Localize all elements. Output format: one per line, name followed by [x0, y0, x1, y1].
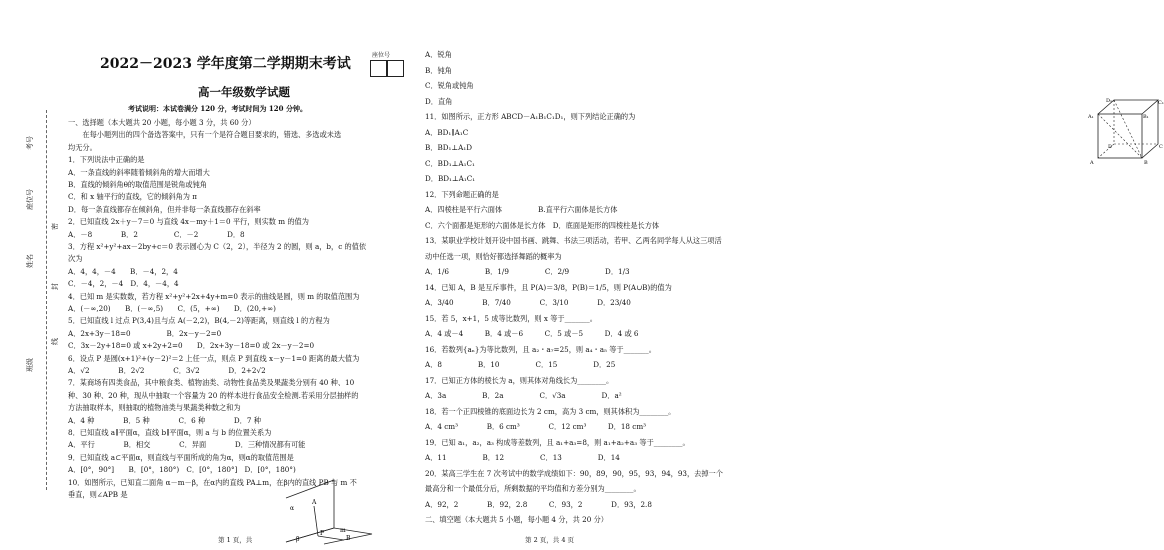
question-line: 7．某商场有四类食品，其中粮食类、植物油类、动物性食品类及果蔬类分别有 40 种、10: [68, 378, 355, 388]
seat-number-label: 座位号: [26, 189, 34, 210]
question-line: 6．设点 P 是圆(x+1)²+(y－2)²＝2 上任一点，则点 P 到直线 x－y－1=0 距离的最大值为: [68, 353, 360, 363]
question-line: A．4 cm³ B．6 cm³ C．12 cm³ D．18 cm³: [425, 422, 647, 431]
figure-label: D₁: [1106, 98, 1113, 104]
question-line: 垂直，则∠APB 是: [68, 490, 128, 499]
question-line: A．4 或－4 B．4 或－6 C．5 或－5 D．4 或 6: [425, 329, 639, 338]
figure-label: β: [296, 536, 300, 543]
question-line: A．四棱柱是平行六面体 B.直平行六面体是长方体: [425, 205, 618, 214]
question-line: A．4，4，－4 B．－4，2，4: [68, 266, 178, 276]
class-label: 班级: [26, 358, 34, 372]
question-line: 种、30 种、20 种，现从中抽取一个容量为 20 的样本进行食品安全检测.若采用分层抽样的: [68, 390, 359, 400]
figure-label: C₁: [1158, 100, 1164, 106]
name-label: 姓名: [26, 254, 34, 268]
figure-label: α: [290, 505, 295, 512]
figure-label: B: [346, 535, 351, 542]
page-footer-right: 第 2 页，共 4 页: [525, 536, 575, 544]
question-line: 16．若数列{aₙ}为等比数列，且 a₂・a₇=25，则 a₄・a₅ 等于_______。: [425, 344, 656, 354]
seat-digit-box: [370, 60, 387, 77]
question-line: 12．下列命题正确的是: [425, 189, 499, 199]
question-line: 20．某高三学生在 7 次考试中的数学成绩如下：90，89，90，95，93，94，93，去掉一个: [425, 468, 723, 478]
left-column: [58, 0, 408, 550]
question-line: C．锐角或钝角: [425, 81, 474, 90]
question-line: A．4 种 B．5 种 C．6 种 D．7 种: [68, 415, 261, 425]
question-line: 19．已知 a₁，a₂，a₃ 构成等差数列，且 a₁+a₃=8，则 a₁+a₂+a₃ 等于________。: [425, 437, 690, 447]
question-line: 3．方程 x²+y²+ax－2by+c＝0 表示圆心为 C（2，2），半径为 2 的圆，则 a，b，c 的值依: [68, 242, 367, 251]
question-line: C．3x－2y+18=0 或 x+2y+2=0 D．2x+3y－18=0 或 2x－y－2=0: [68, 341, 315, 351]
question-line: 11．如图所示，正方形 ABCD－A₁B₁C₁D₁，则下列结论正确的为: [425, 112, 636, 121]
question-line: 14．已知 A，B 是互斥事件，且 P(A)＝3/8，P(B)＝1/5，则 P(A∪B)的值为: [425, 282, 672, 292]
question-line: D．直角: [425, 96, 453, 106]
question-line: A．锐角: [425, 50, 452, 59]
question-line: B．钝角: [425, 65, 452, 75]
question-line: 1．下列说法中正确的是: [68, 155, 145, 165]
question-line: A．－8 B．2 C．－2 D．8: [68, 229, 245, 239]
exam-subtitle: 高一年级数学试题: [198, 85, 290, 99]
dihedral-figure: [274, 478, 374, 544]
question-line: 13．某职业学校计划开设中国书画、跳舞、书法三项活动，若甲、乙两名同学每人从这三项活: [425, 236, 722, 245]
question-line: A．一条直线的斜率随着倾斜角的增大而增大: [68, 167, 210, 177]
exam-number-label: 考号: [26, 136, 34, 150]
question-line: C．－4，2，－4 D．4，－4，4: [68, 279, 179, 289]
question-line: 5．已知直线 l 过点 P(3,4)且与点 A(－2,2)，B(4,－2)等距离，则直线 l 的方程为: [68, 316, 330, 326]
question-line: 次为: [68, 254, 83, 264]
question-line: D．每一条直线都存在倾斜角，但并非每一条直线都存在斜率: [68, 204, 261, 214]
question-line: A．92，2 B．92，2.8 C．93，2 D．93，2.8: [425, 499, 652, 509]
question-line: 4．已知 m 是实数数，若方程 x²+y²+2x+4y+m=0 表示的曲线是圆，则 m 的取值范围为: [68, 291, 360, 301]
question-line: 均无分。: [68, 142, 97, 152]
question-line: A．3/40 B．7/40 C．3/10 D．23/40: [425, 298, 631, 307]
question-line: 9．已知直线 a⊂平面α，则直线与平面所成的角为α，则α的取值范围是: [68, 452, 294, 462]
seal-note: 封: [51, 283, 59, 290]
figure-label: B: [1144, 160, 1148, 166]
figure-label: m: [340, 527, 346, 534]
question-line: 在每小题列出的四个备选答案中，只有一个是符合题目要求的，错选、多选或未选: [68, 130, 342, 140]
figure-label: C: [1159, 144, 1163, 150]
seat-number-box: [370, 52, 404, 80]
seat-digit-box: [387, 60, 404, 77]
question-line: 动中任选一项，则恰好都选择舞蹈的概率为: [425, 251, 562, 261]
question-line: D．BD₁⊥A₁C₁: [425, 174, 476, 183]
question-line: A．BD₁∥A₁C: [425, 127, 469, 137]
question-line: 2．已知直线 2x＋y－7＝0 与直线 4x－my＋1＝0 平行，则实数 m 的值为: [68, 217, 309, 227]
question-line: A．平行 B．相交 C．异面 D．三种情况都有可能: [68, 440, 306, 450]
question-line: C．六个面都是矩形的六面体是长方体 D．底面是矩形的四棱柱是长方体: [425, 220, 660, 230]
seal-note: 密: [51, 223, 59, 230]
exam-instructions: 考试说明：本试卷满分 120 分，考试时间为 120 分钟。: [128, 104, 307, 113]
question-line: A．√2 B．2√2 C．3√2 D．2+2√2: [68, 366, 266, 375]
seal-note: 线: [51, 338, 59, 345]
figure-label: A₁: [1088, 114, 1094, 120]
figure-label: P: [320, 530, 325, 537]
binding-margin: [0, 0, 58, 550]
question-line: A．8 B．10 C．15 D．25: [425, 360, 616, 369]
figure-label: A: [312, 499, 317, 506]
right-column: [415, 0, 1164, 550]
question-line: 18．若一个正四棱锥的底面边长为 2 cm，高为 3 cm，则其体积为________。: [425, 406, 676, 416]
question-line: 10．如图所示，已知直二面角 α－m－β，在α内的直线 PA⊥m，在β内的直线 PB 与 m 不: [68, 477, 357, 487]
figure-label: D: [1108, 144, 1113, 150]
question-line: C．BD₁⊥A₁C₁: [425, 158, 475, 168]
question-line: A．2x+3y－18=0 B．2x－y－2=0: [68, 328, 222, 338]
question-line: 17．已知正方体的棱长为 a，则其体对角线长为________。: [425, 375, 614, 385]
question-line: C．和 x 轴平行的直线，它的倾斜角为 π: [68, 192, 197, 202]
seal-line: [46, 110, 47, 490]
figure-label: B₁: [1143, 114, 1149, 120]
seat-label: 座位号: [372, 52, 391, 59]
page-footer-left: 第 1 页，共: [218, 536, 253, 544]
question-line: B．BD₁⊥A₁D: [425, 143, 472, 152]
cube-figure: [1088, 96, 1164, 166]
question-line: 最高分和一个最低分后，所剩数据的平均值和方差分别为________。: [425, 484, 641, 493]
question-line: A．1/6 B．1/9 C．2/9 D．1/3: [425, 267, 630, 276]
figure-label: A: [1090, 160, 1094, 166]
question-line: 二、填空题（本大题共 5 小题，每小题 4 分，共 20 分）: [425, 515, 608, 524]
question-line: 8．已知直线 a∥平面α，直线 b∥平面α，则 a 与 b 的位置关系为: [68, 428, 272, 437]
question-line: A．3a B．2a C．√3a D．a²: [425, 391, 622, 400]
question-line: 一、选择题（本大题共 20 小题，每小题 3 分，共 60 分）: [68, 118, 256, 127]
question-line: A．(－∞,20) B．(－∞,5) C．(5，+∞) D．(20,+∞): [68, 304, 276, 313]
question-line: 方法抽取样本，则抽取的植物油类与果蔬类种数之和为: [68, 403, 241, 413]
exam-title: 2022－2023 学年度第二学期期末考试: [100, 56, 351, 72]
question-line: A．[0°，90°] B．[0°，180°) C．[0°，180°] D．[0°，180°): [68, 465, 296, 475]
question-line: B．直线的倾斜角θ的取值范围是锐角或钝角: [68, 180, 207, 189]
question-line: 15．若 5，x+1，5 成等比数列，则 x 等于_______。: [425, 313, 597, 323]
question-line: A．11 B．12 C．13 D．14: [425, 453, 620, 462]
